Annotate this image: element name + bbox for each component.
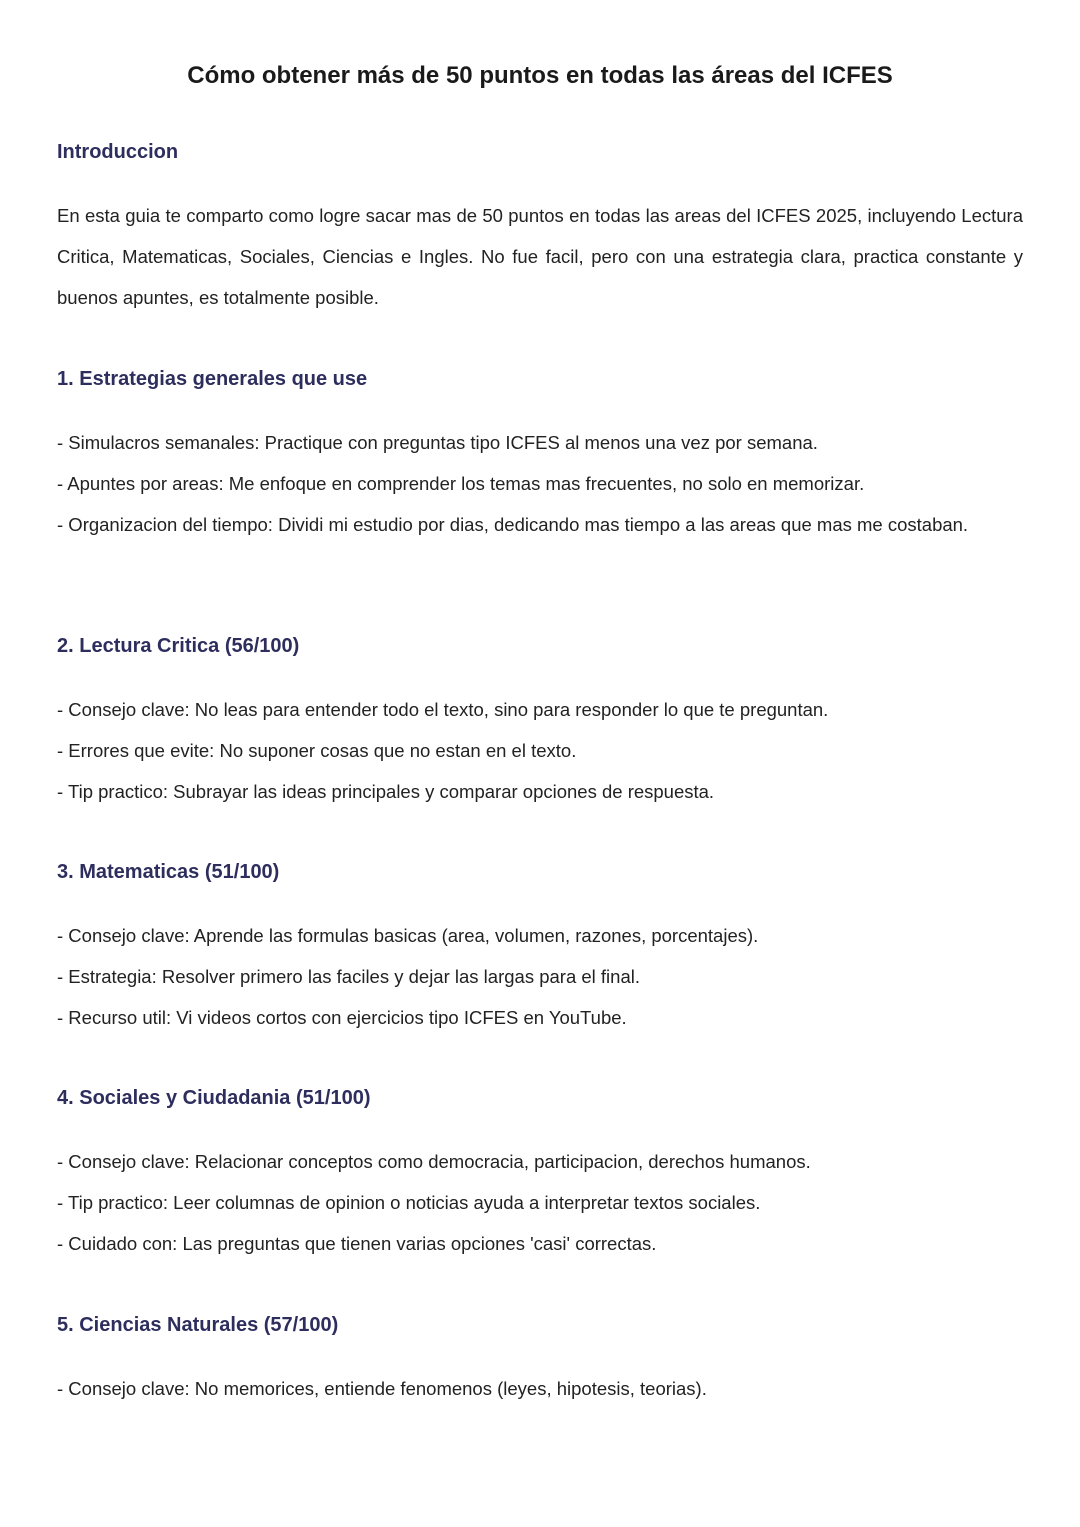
bullet-list xyxy=(57,1141,1023,1264)
section-matematicas xyxy=(57,858,1023,1038)
section-heading: 4. Sociales y Ciudadania (51/100) xyxy=(57,1087,371,1109)
list-item: - Estrategia: Resolver primero las faciles y dejar las largas para el final. xyxy=(57,966,640,987)
bullet-list xyxy=(57,1368,1023,1409)
list-item: - Tip practico: Subrayar las ideas principales y comparar opciones de respuesta. xyxy=(57,781,715,802)
section-heading: 2. Lectura Critica (56/100) xyxy=(57,635,300,657)
section-lectura-critica xyxy=(57,632,1023,812)
list-item: - Cuidado con: Las preguntas que tienen varias opciones 'casi' correctas. xyxy=(57,1233,657,1254)
list-item: - Consejo clave: No leas para entender todo el texto, sino para responder lo que te preguntan. xyxy=(57,699,829,720)
document-title: Cómo obtener más de 50 puntos en todas las áreas del ICFES xyxy=(187,62,893,89)
list-item: - Organizacion del tiempo: Dividi mi estudio por dias, dedicando mas tiempo a las areas que mas me costaban. xyxy=(57,514,969,535)
section-introduccion xyxy=(57,138,1023,318)
section-sociales-ciudadania xyxy=(57,1084,1023,1264)
list-item: - Tip practico: Leer columnas de opinion o noticias ayuda a interpretar textos sociales. xyxy=(57,1192,761,1213)
section-ciencias-naturales xyxy=(57,1311,1023,1409)
list-item: - Recurso util: Vi videos cortos con ejercicios tipo ICFES en YouTube. xyxy=(57,1007,627,1028)
bullet-list xyxy=(57,689,1023,812)
bullet-list xyxy=(57,422,1023,545)
list-item: - Simulacros semanales: Practique con preguntas tipo ICFES al menos una vez por semana. xyxy=(57,432,818,453)
section-heading: 3. Matematicas (51/100) xyxy=(57,861,280,883)
section-heading: Introduccion xyxy=(57,141,179,163)
list-item: - Consejo clave: Relacionar conceptos como democracia, participacion, derechos humanos. xyxy=(57,1151,811,1172)
list-item: - Errores que evite: No suponer cosas que no estan en el texto. xyxy=(57,740,577,761)
list-item: - Apuntes por areas: Me enfoque en comprender los temas mas frecuentes, no solo en memorizar. xyxy=(57,473,865,494)
list-item: - Consejo clave: No memorices, entiende fenomenos (leyes, hipotesis, teorias). xyxy=(57,1378,707,1399)
section-heading: 1. Estrategias generales que use xyxy=(57,368,368,390)
list-item: - Consejo clave: Aprende las formulas basicas (area, volumen, razones, porcentajes). xyxy=(57,925,759,946)
section-heading: 5. Ciencias Naturales (57/100) xyxy=(57,1314,339,1336)
bullet-list xyxy=(57,915,1023,1038)
section-estrategias-generales xyxy=(57,365,1023,545)
intro-paragraph: En esta guia te comparto como logre sacar mas de 50 puntos en todas las areas del ICFES 2025, incluyendo Lectura Critica, Matematicas, Sociales, Ciencias e Ingles. No fue facil, pero con una estrategia clara, practica constante y buenos apuntes, es totalmente posible. xyxy=(57,205,1023,308)
